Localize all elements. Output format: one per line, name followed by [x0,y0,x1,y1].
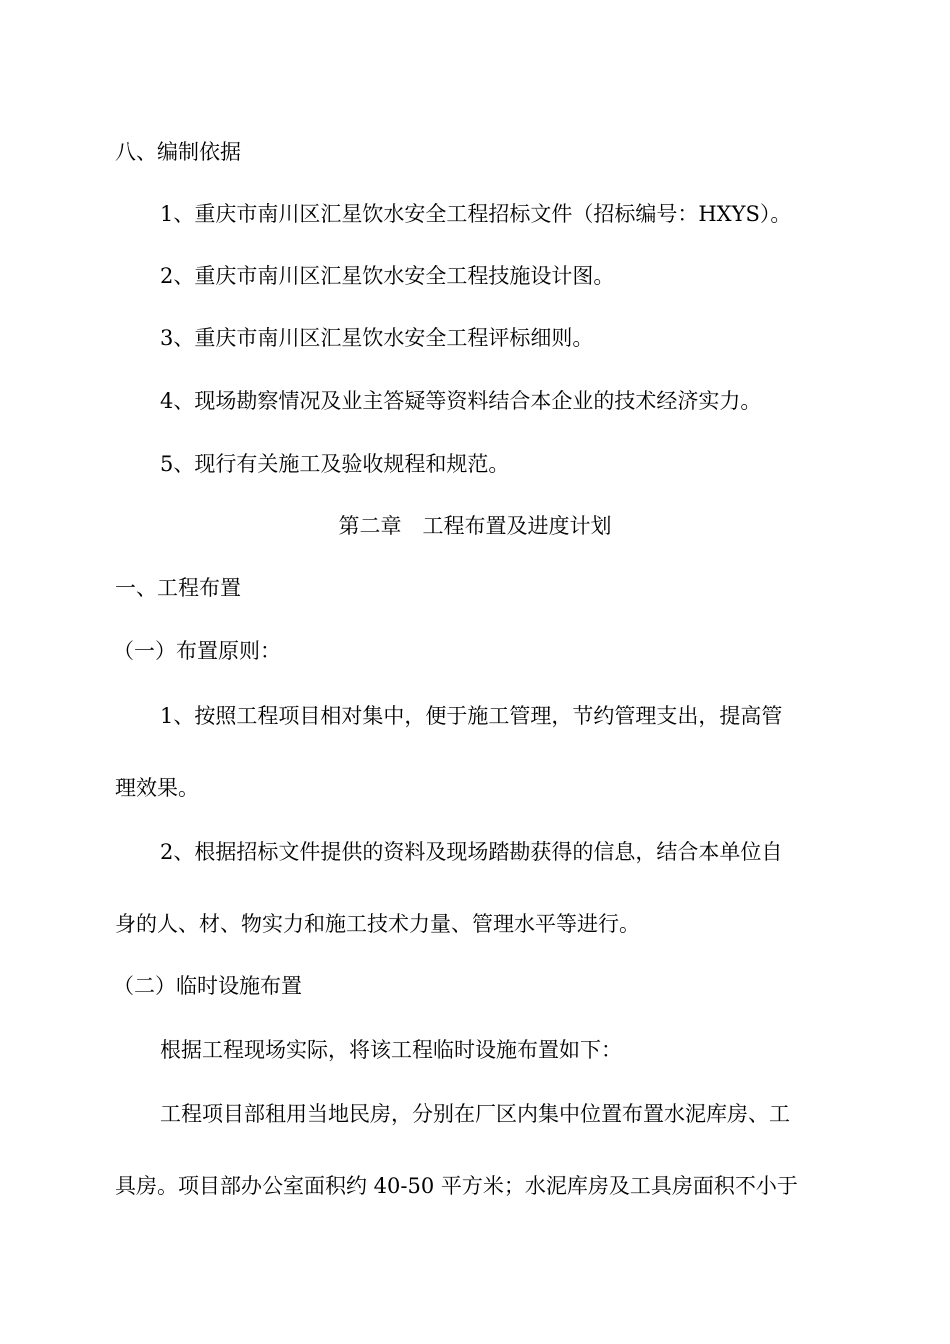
paragraph-line: 理效果。 [115,776,199,800]
paragraph-line: 2、根据招标文件提供的资料及现场踏勘获得的信息，结合本单位自 [160,840,783,864]
paragraph-line: 根据工程现场实际，将该工程临时设施布置如下： [160,1038,622,1062]
paragraph-line: 具房。项目部办公室面积约 40-50 平方米；水泥库房及工具房面积不小于 [115,1174,798,1198]
subsection-heading: （一）布置原则： [113,639,281,663]
list-item: 4、现场勘察情况及业主答疑等资料结合本企业的技术经济实力。 [160,389,762,413]
section-heading: 八、编制依据 [115,140,241,164]
paragraph-line: 1、按照工程项目相对集中，便于施工管理，节约管理支出，提高管 [160,704,783,728]
chapter-title: 第二章 工程布置及进度计划 [338,514,612,538]
list-item: 5、现行有关施工及验收规程和规范。 [160,452,510,476]
subsection-heading: （二）临时设施布置 [113,974,302,998]
list-item: 1、重庆市南川区汇星饮水安全工程招标文件（招标编号：HXYS）。 [160,202,792,226]
list-item: 2、重庆市南川区汇星饮水安全工程技施设计图。 [160,264,615,288]
list-item: 3、重庆市南川区汇星饮水安全工程评标细则。 [160,326,594,350]
paragraph-line: 身的人、材、物实力和施工技术力量、管理水平等进行。 [115,912,640,936]
section-heading: 一、工程布置 [115,576,241,600]
paragraph-line: 工程项目部租用当地民房，分别在厂区内集中位置布置水泥库房、工 [160,1102,790,1126]
